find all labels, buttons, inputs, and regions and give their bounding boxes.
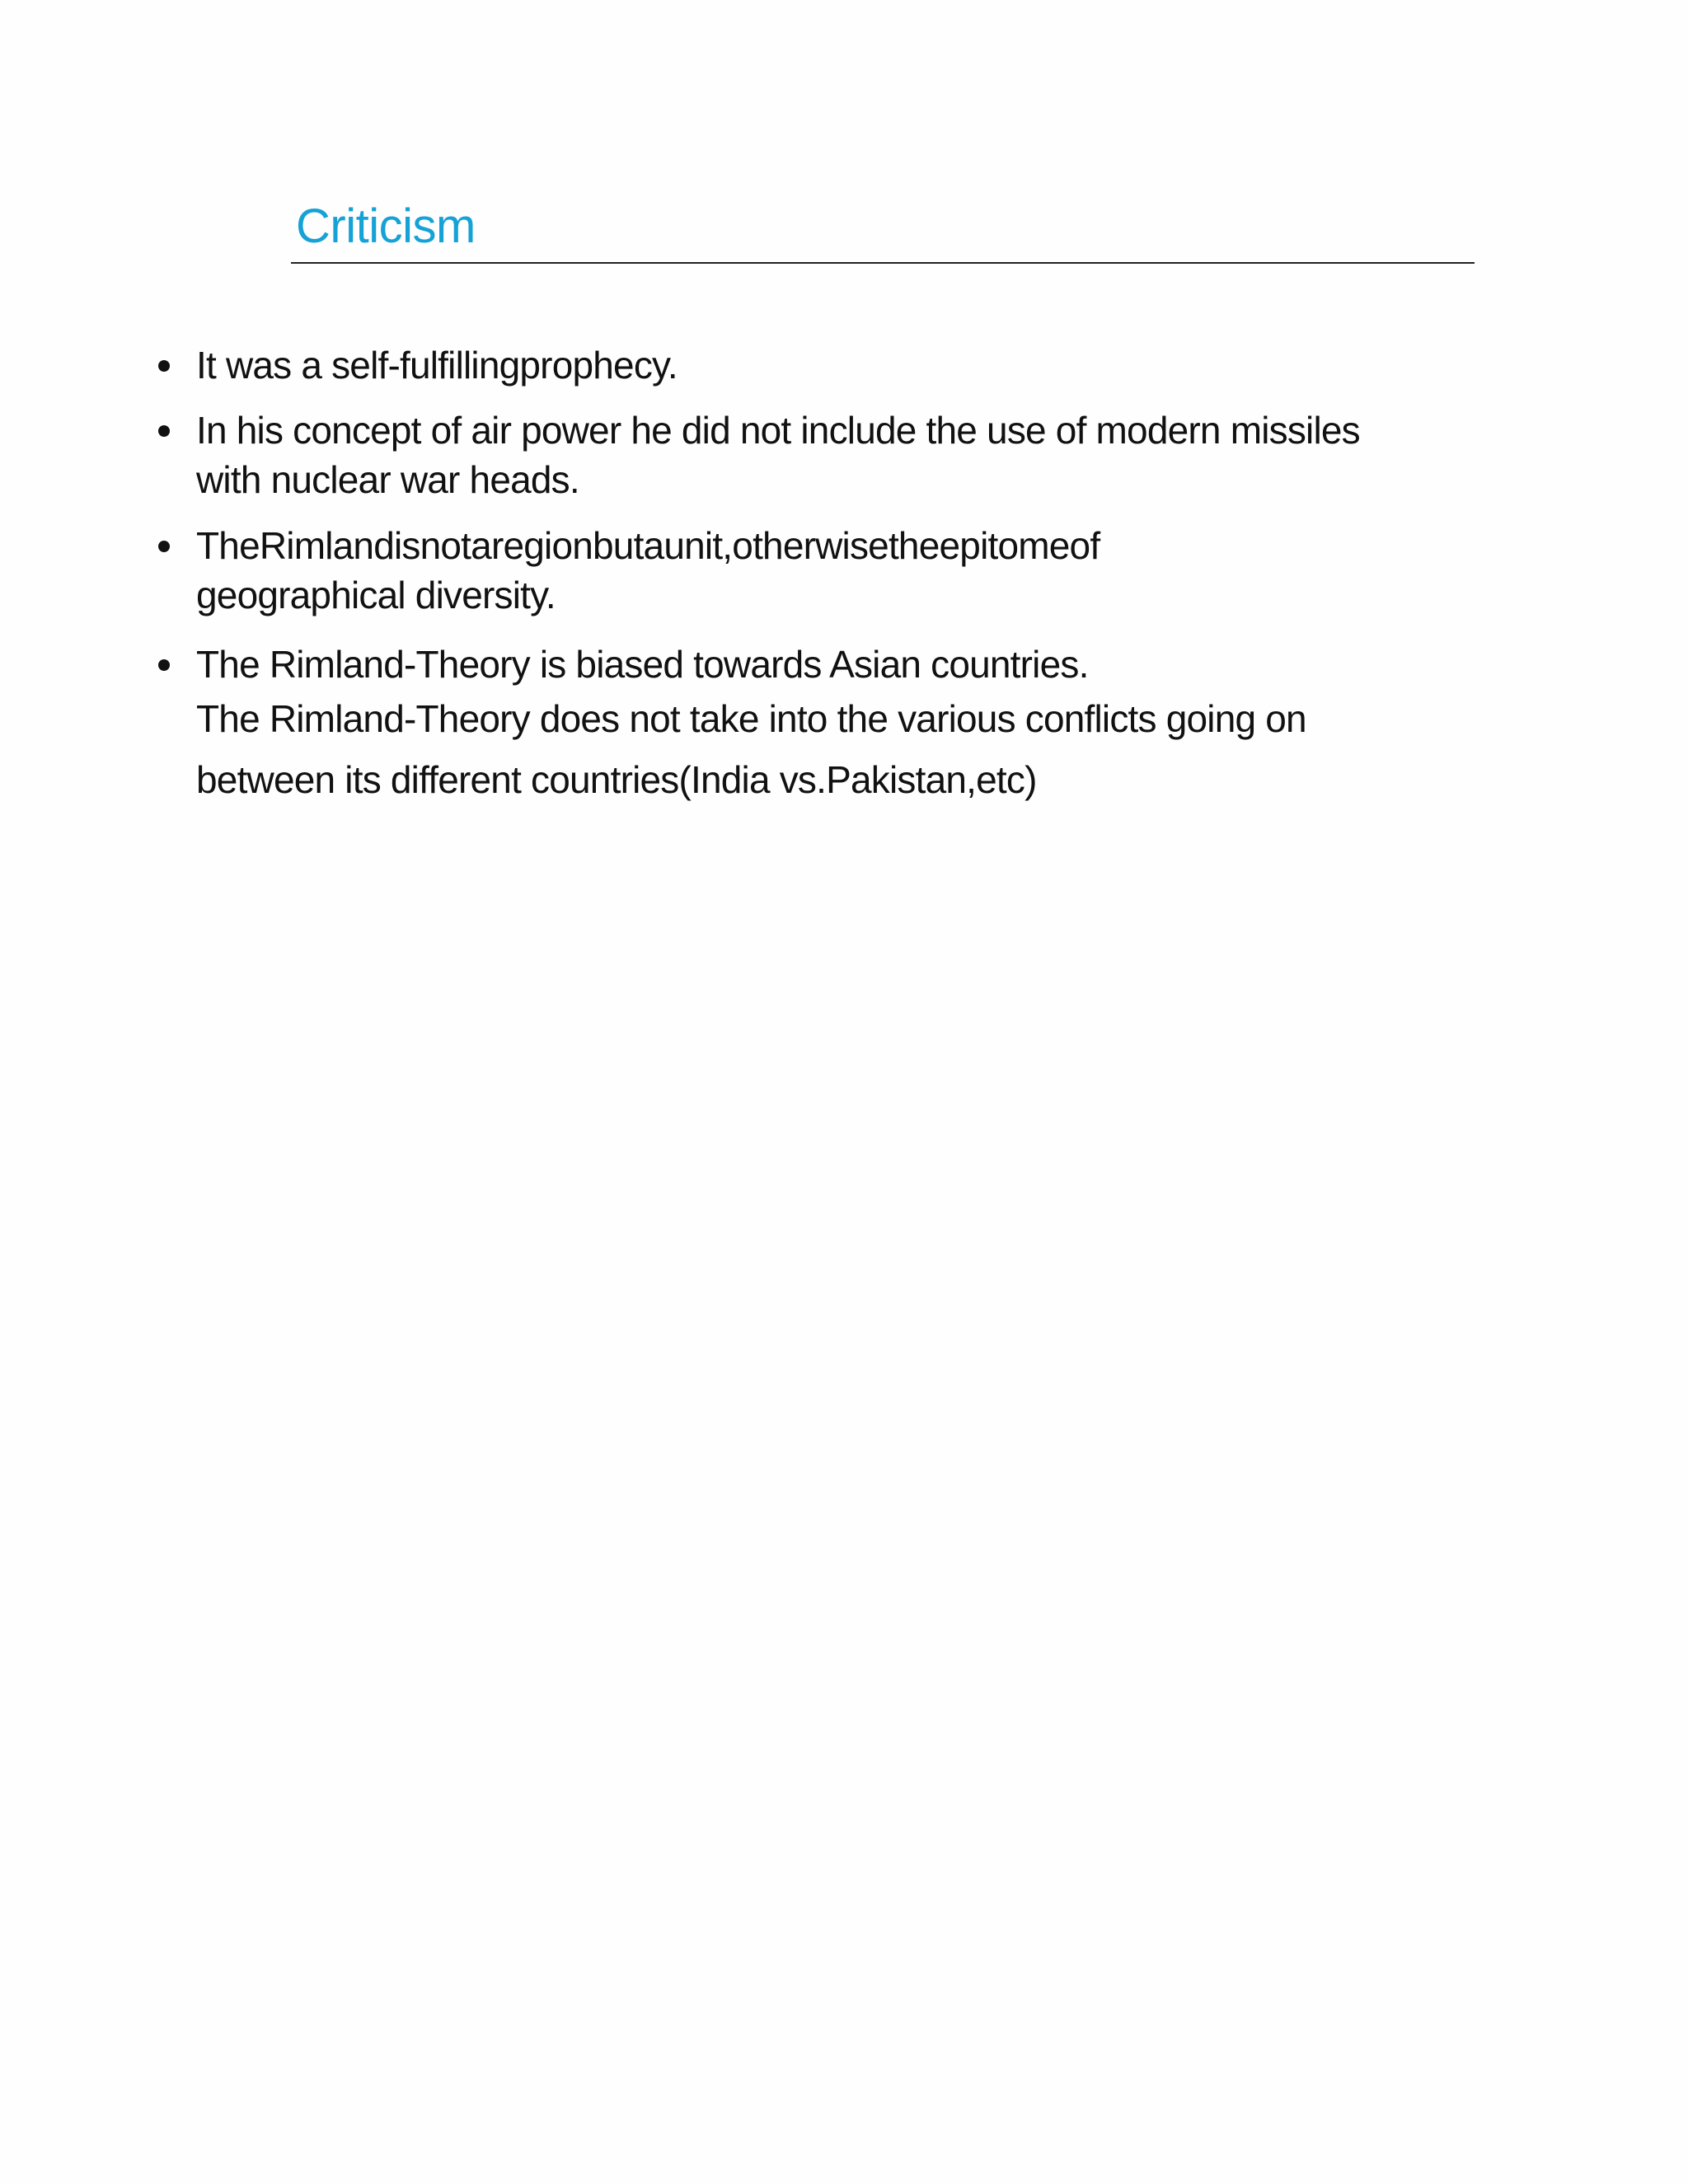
bullet-text: The Rimland-Theory does not take into the various conflicts going on bbox=[196, 697, 1306, 740]
bullet-dot-icon bbox=[158, 360, 170, 372]
bullet-item bbox=[196, 340, 1482, 390]
bullet-text: TheRimlandisnotaregionbutaunit,otherwisetheepitomeof bbox=[196, 524, 1100, 567]
heading-rule bbox=[291, 198, 1475, 264]
bullet-dot-icon bbox=[158, 425, 170, 437]
bullet-text: The Rimland-Theory is biased towards Asian countries. bbox=[196, 643, 1089, 686]
bullet-text: with nuclear war heads. bbox=[196, 458, 579, 501]
bullet-item bbox=[196, 640, 1482, 804]
bullet-text: It was a self-fulfillingprophecy. bbox=[196, 344, 678, 387]
bullet-text: between its different countries(India vs.Pakistan,etc) bbox=[196, 758, 1037, 801]
bullet-dot-icon bbox=[158, 541, 170, 552]
bullet-text: geographical diversity. bbox=[196, 574, 556, 616]
bullet-item bbox=[196, 521, 1482, 620]
bullet-item bbox=[196, 405, 1482, 504]
section-heading: Criticism bbox=[296, 199, 476, 253]
bullet-dot-icon bbox=[158, 659, 170, 671]
bullet-text: In his concept of air power he did not include the use of modern missiles bbox=[196, 409, 1360, 452]
